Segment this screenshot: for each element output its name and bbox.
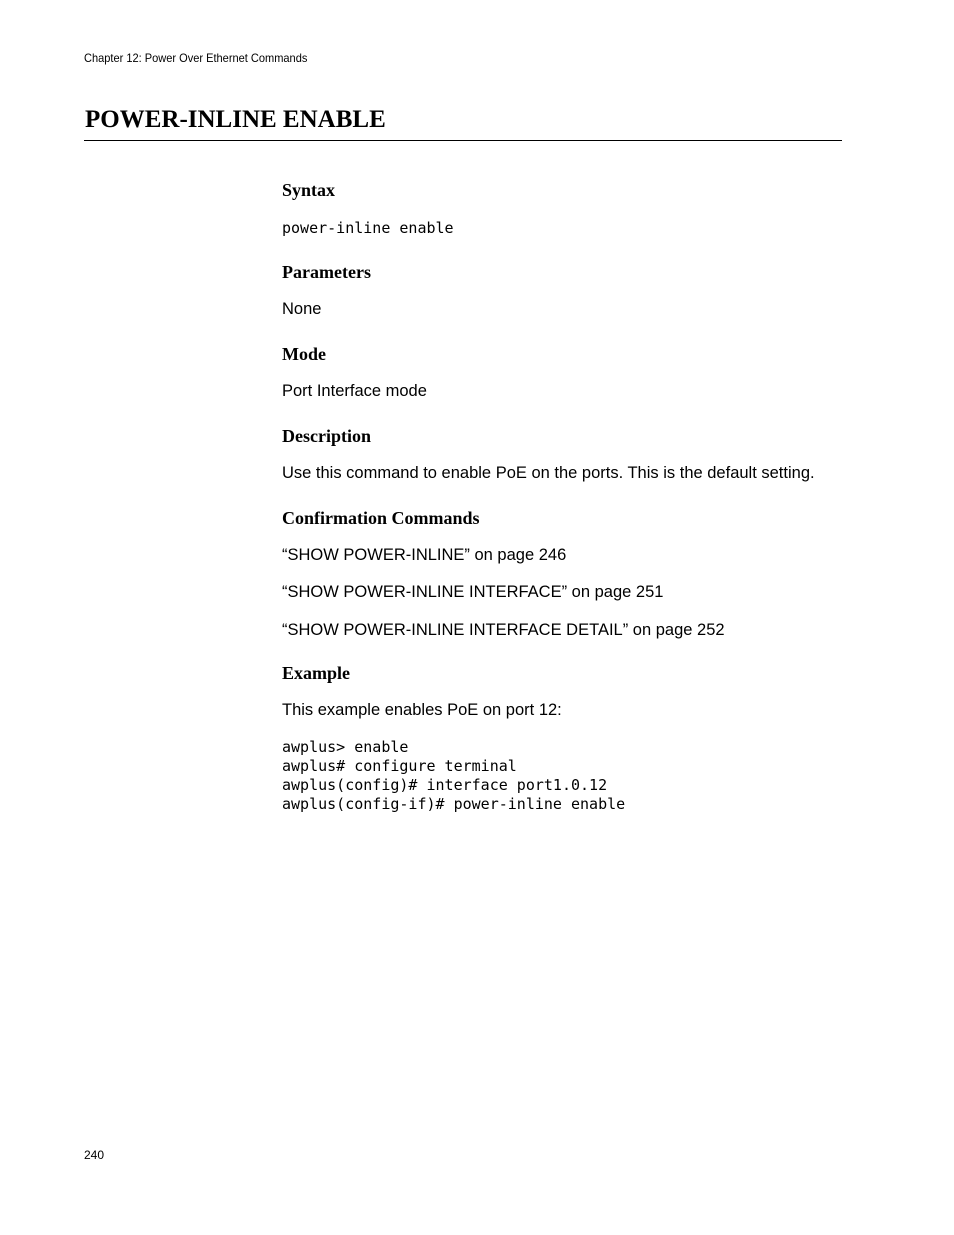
syntax-heading: Syntax: [282, 180, 336, 200]
example-code-line: awplus(config-if)# power-inline enable: [282, 795, 626, 813]
example-code-line: awplus# configure terminal: [282, 757, 517, 775]
page-number: 240: [84, 1148, 105, 1162]
command-reference-body: [282, 178, 882, 814]
page-title: POWER-INLINE ENABLE: [85, 106, 386, 133]
syntax-code: power-inline enable: [282, 219, 454, 237]
confirmation-command-link[interactable]: “SHOW POWER-INLINE INTERFACE” on page 251: [282, 583, 664, 601]
example-code-line: awplus> enable: [282, 738, 409, 756]
description-text: Use this command to enable PoE on the ports. This is the default setting.: [282, 464, 815, 482]
confirmation-command-link[interactable]: “SHOW POWER-INLINE INTERFACE DETAIL” on page 252: [282, 621, 725, 639]
title-divider: [84, 140, 842, 141]
description-heading: Description: [282, 426, 371, 446]
example-code-line: awplus(config)# interface port1.0.12: [282, 776, 608, 794]
running-header: Chapter 12: Power Over Ethernet Commands: [84, 51, 308, 65]
mode-heading: Mode: [282, 344, 326, 364]
example-code-block: [282, 738, 882, 814]
example-intro: This example enables PoE on port 12:: [282, 701, 562, 719]
confirmation-command-link[interactable]: “SHOW POWER-INLINE” on page 246: [282, 546, 567, 564]
example-heading: Example: [282, 663, 351, 683]
parameters-text: None: [282, 300, 322, 318]
parameters-heading: Parameters: [282, 262, 371, 282]
confirmation-commands-heading: Confirmation Commands: [282, 508, 480, 528]
mode-text: Port Interface mode: [282, 382, 427, 400]
